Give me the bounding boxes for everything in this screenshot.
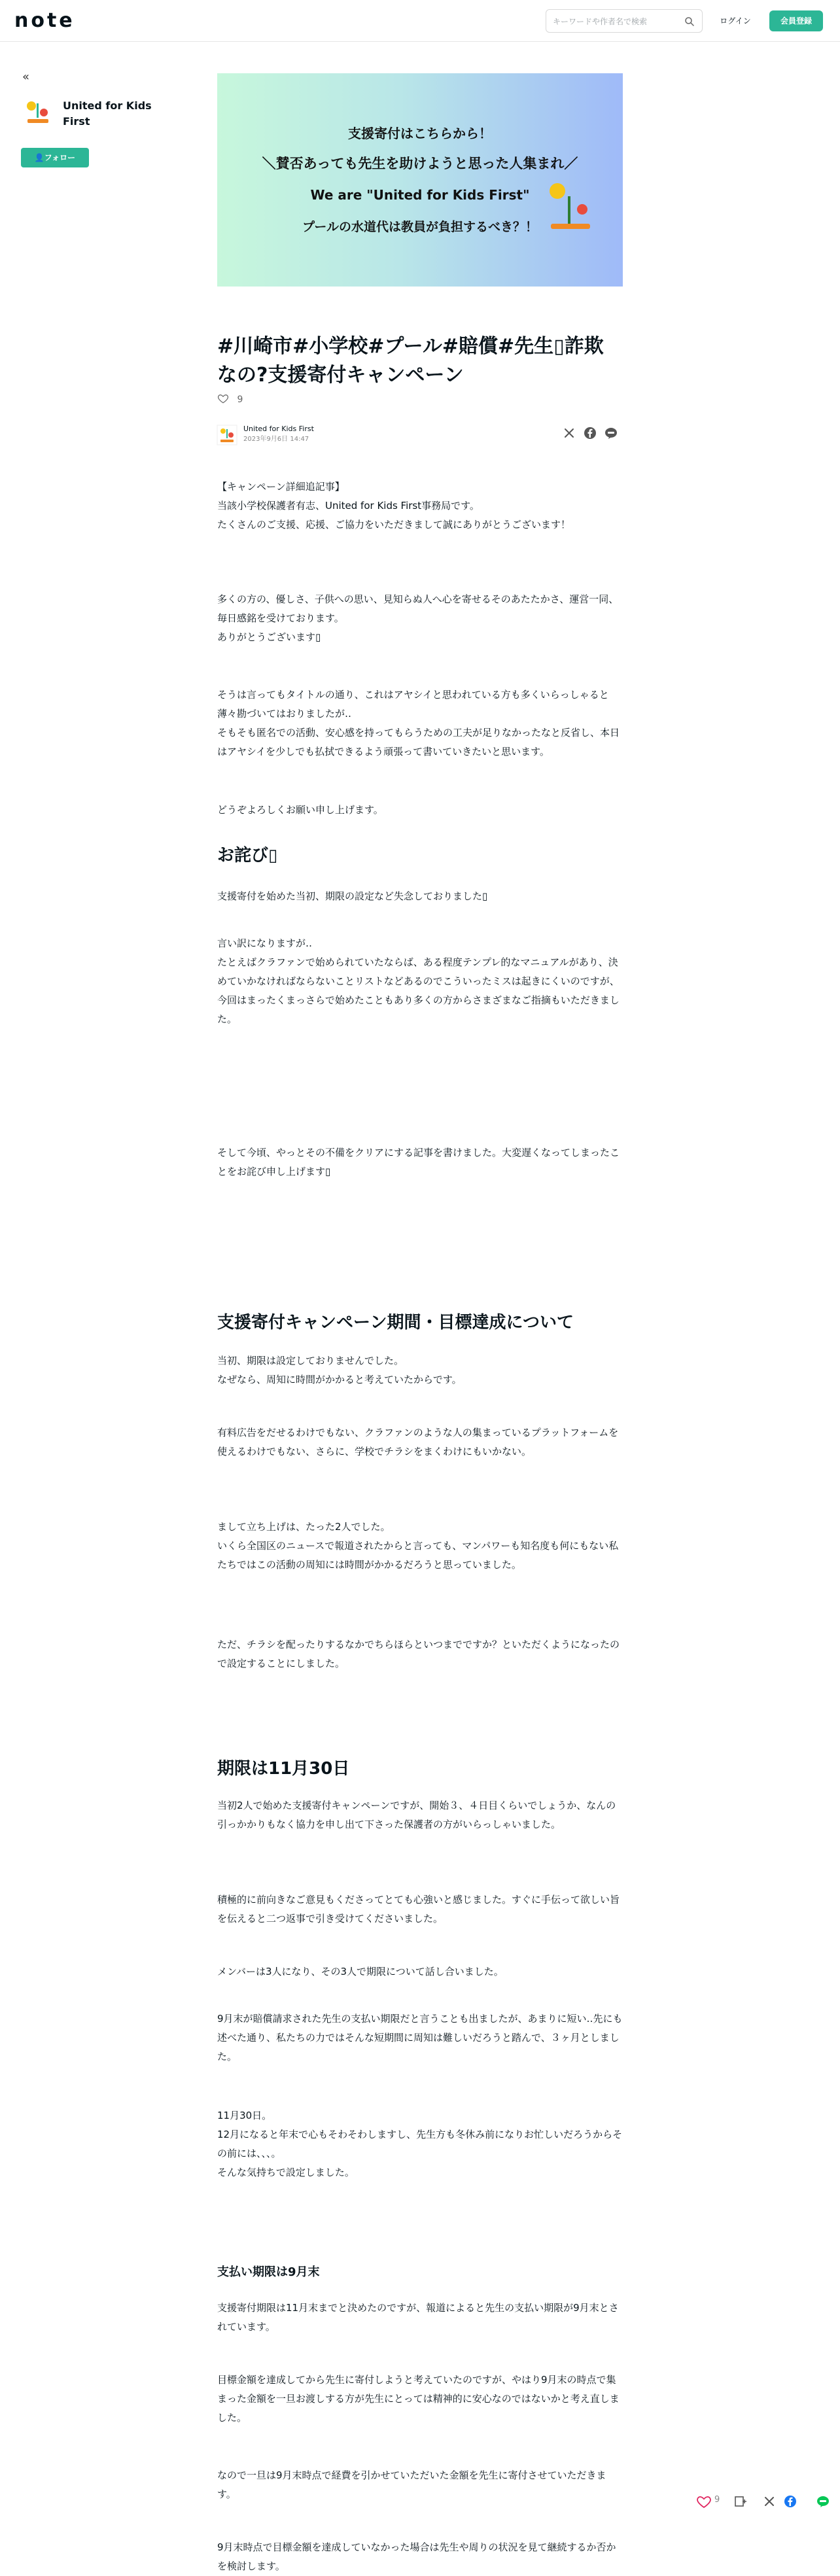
heading-apology: お詫び▯ <box>217 846 278 865</box>
facebook-share-icon[interactable] <box>582 425 598 441</box>
heart-icon <box>217 392 229 404</box>
login-button[interactable]: ログイン <box>720 16 751 26</box>
search-box[interactable] <box>546 9 703 33</box>
article-paragraph: 支援寄付期限は11月末までと決めたのですが、報道によると先生の支払い期限が9月末とされています。 <box>217 2302 619 2333</box>
article-paragraph: どうぞよろしくお願い申し上げます。 <box>217 804 383 816</box>
follow-button[interactable] <box>21 148 89 167</box>
banner-line-1: 支援寄付はこちらから！ <box>348 126 492 141</box>
floating-like-count: 9 <box>714 2495 720 2505</box>
line-share-icon[interactable] <box>603 425 619 441</box>
article-paragraph: まして立ち上げは、たった2人でした。 いくら全国区のニュースで報道されたからと言っても、マンパワーも知名度も何にもない私たちではこの活動の周知には時間がかかるだろうと思っていました。 <box>217 1521 619 1571</box>
x-share-icon[interactable] <box>561 425 577 441</box>
article-paragraph: 言い訳になりますが‥ たとえばクラファンで始められていたならば、ある程度テンプレ的なマニュアルがあり、決めていかなければならないことリストなどあるのでこういったミスは起きにくいのですが、今回はまったくまっさらで始めたこともあり多くの方からさまざまなご指摘もいただきました。 <box>217 937 620 1025</box>
article-paragraph: 11月30日。 12月になると年末で心もそわそわしますし、先生方も冬休み前になりお忙しいだろうからその前には、、、。 そんな気持ちで設定しました。 <box>217 2110 623 2178</box>
like-button[interactable] <box>217 392 243 407</box>
article-paragraph: 多くの方の、優しさ、子供への思い、見知らぬ人へ心を寄せるそのあたたかさ、運営一同、毎日感銘を受けております。 ありがとうございます▯ <box>217 593 619 643</box>
article-paragraph: 積極的に前向きなご意見もくださってとても心強いと感じました。すぐに手伝って欲しい旨を伝えると二つ返事で引き受けてくださいました。 <box>217 1894 620 1924</box>
article-paragraph: 有料広告をだせるわけでもない、クラファンのような人の集まっているプラットフォームを使えるわけでもない、さらに、学校でチラシをまくわけにもいかない。 <box>217 1427 619 1457</box>
article-paragraph: なので一旦は9月末時点で経費を引かせていただいた金額を先生に寄付させていただきます。 <box>217 2469 606 2500</box>
line-share-icon[interactable] <box>815 2494 831 2509</box>
signup-button[interactable]: 会員登録 <box>769 10 823 31</box>
heading-deadline: 期限は11月30日 <box>217 1759 350 1779</box>
heading-payment-deadline: 支払い期限は9月末 <box>217 2265 320 2279</box>
creator-name[interactable]: United for Kids First <box>63 99 152 128</box>
creator-avatar[interactable] <box>22 97 54 128</box>
article-title: #川崎市#小学校#プール#賠償#先生▯詐欺なの?支援寄付キャンペーン <box>217 335 604 387</box>
banner-line-2: ＼賛否あっても先生を助けようと思った人集まれ／ <box>262 156 578 171</box>
author-name[interactable]: United for Kids First <box>243 425 314 433</box>
global-header <box>0 0 840 42</box>
article-paragraph: 【キャンペーン詳細追記事】 当該小学校保護者有志、United for Kids First事務局です。 たくさんのご支援、応援、ご協力をいただきまして誠にありがとうございます！ <box>217 481 571 531</box>
person-add-icon: 👤 <box>34 153 44 162</box>
author-avatar[interactable] <box>217 425 237 445</box>
author-logo-icon <box>217 425 237 445</box>
magazine-add-icon[interactable] <box>733 2494 748 2509</box>
search-icon[interactable] <box>684 16 695 27</box>
article-paragraph: 当初2人で始めた支援寄付キャンペーンですが、開始３、４日目くらいでしょうか、なんの引っかかりもなく協力を申し出て下さった保護者の方がいらっしゃいました。 <box>217 1800 616 1830</box>
article-paragraph: そして今頃、やっとその不備をクリアにする記事を書けました。大変遅くなってしまったことをお詫び申し上げます▯ <box>217 1147 620 1177</box>
article-paragraph: 9月末が賠償請求された先生の支払い期限だと言うことも出ましたが、あまりに短い‥先にも述べた通り、私たちの力ではそんな短期間に周知は難しいだろうと踏んで、３ヶ月としました。 <box>217 2013 623 2063</box>
article-paragraph: そうは言ってもタイトルの通り、これはアヤシイと思われている方も多くいらっしゃると薄々勘づいてはおりましたが‥ そもそも匿名での活動、安心感を持ってもらうための工夫が足りなかったなと反省し、本日はアヤシイを少しでも払拭できるよう頑張って書いていきたいと思います。 <box>217 689 620 757</box>
heading-campaign-period: 支援寄付キャンペーン期間・目標達成について <box>217 1313 574 1332</box>
banner-line-4: プールの水道代は教員が負担するべき？！ <box>302 220 538 234</box>
banner-illustration-icon <box>544 178 597 237</box>
article-paragraph: 9月末時点で目標金額を達成していなかった場合は先生や周りの状況を見て継続するか否かを検討します。 <box>217 2541 616 2572</box>
banner-line-3: We are "United for Kids First" <box>310 187 530 203</box>
heart-icon[interactable] <box>696 2494 712 2509</box>
follow-label: フォロー <box>44 153 76 162</box>
article-paragraph: 当初、期限は設定しておりませんでした。 なぜなら、周知に時間がかかると考えていたからです。 <box>217 1355 462 1385</box>
note-logo[interactable]: note <box>14 9 75 32</box>
facebook-share-icon[interactable] <box>782 2494 798 2509</box>
search-input[interactable] <box>553 15 677 28</box>
article-paragraph: メンバーは3人になり、その3人で期限について話し合いました。 <box>217 1966 504 1977</box>
collapse-sidebar-icon[interactable]: « <box>22 70 30 84</box>
like-count: 9 <box>237 394 243 405</box>
article-banner-image <box>217 73 623 287</box>
article-paragraph: ただ、チラシを配ったりするなかでちらほらといつまでですか？といただくようになったので設定することにしました。 <box>217 1639 620 1669</box>
article-paragraph: 目標金額を達成してから先生に寄付しようと考えていたのですが、やはり9月末の時点で集まった金額を一旦お渡しする方が先生にとっては精神的に安心なのではないかと考え直しました。 <box>217 2374 620 2424</box>
article-paragraph: 支援寄付を始めた当初、期限の設定など失念しておりました▯ <box>217 890 488 902</box>
floating-action-bar <box>693 2490 840 2513</box>
post-date: 2023年9月6日 14:47 <box>243 436 309 443</box>
x-share-icon[interactable] <box>761 2494 777 2509</box>
creator-logo-icon <box>22 97 54 128</box>
